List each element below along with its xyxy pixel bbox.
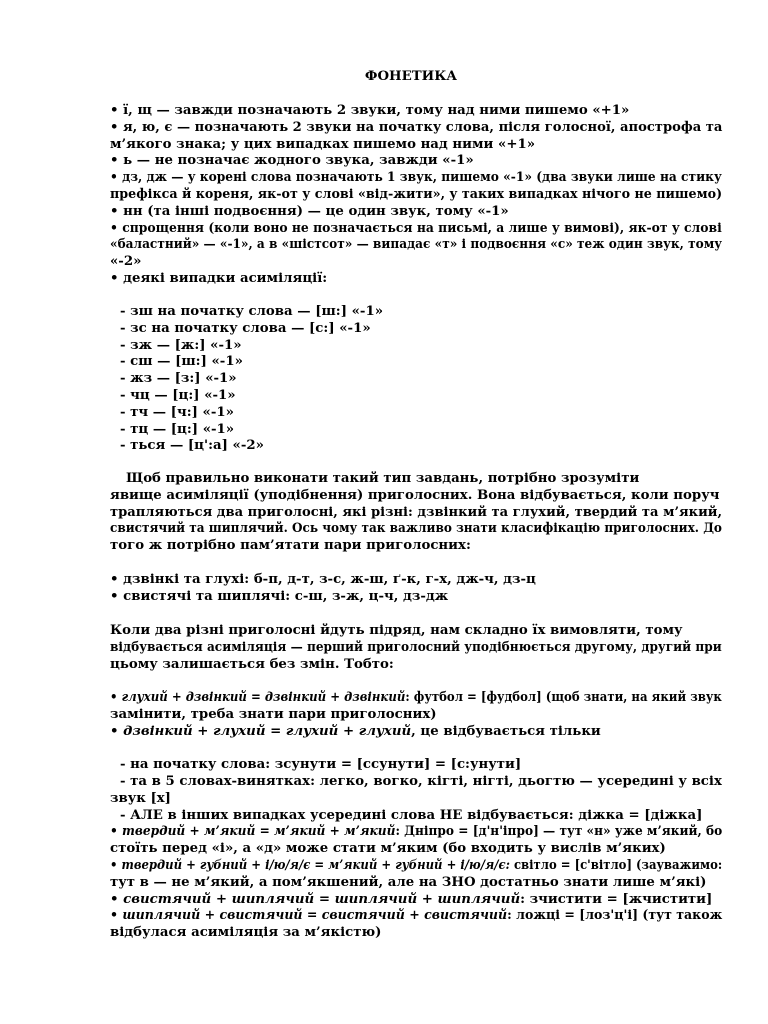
rules-list: [110, 103, 722, 288]
rule-formula: твердий + губний + і/ю/я/є = м’який + губний + і/ю/я/є:: [121, 857, 510, 873]
list-item: - тч — [ч:] «-1»: [120, 404, 234, 420]
rule-formula: шиплячий + свистячий = свистячий + свистячий: [122, 908, 508, 924]
rule-voiceless-voiced: • глухий + дзвінкий = дзвінкий + дзвінкий: футбол = [фудбол] (щоб знати, на який звук: [110, 690, 722, 705]
list-item: • свистячі та шиплячі: с-ш, з-ж, ц-ч, дз-дж: [110, 588, 449, 604]
rule-formula: свистячий + шиплячий = шиплячий + шиплячий: [123, 891, 521, 907]
paragraph-line: Коли два різні приголосні йдуть підряд, нам складно їх вимовляти, тому: [110, 623, 683, 638]
list-item: - зж — [ж:] «-1»: [120, 337, 242, 353]
paragraph-line: явище асиміляції (уподібнення) приголосних. Вона відбувається, коли поруч: [110, 487, 720, 503]
assimilation-cases-list: [110, 304, 722, 455]
rule-line: префікса й кореня, як-от у слові «від-жити», у таких випадках нічого не пишемо): [110, 186, 723, 202]
rule-line: • нн (та інші подвоєння) — це один звук, тому «-1»: [110, 203, 509, 219]
paragraph-line: відбувається асиміляція — перший приголосний уподібнюється другому, другий при: [110, 639, 722, 655]
rule-line: «-2»: [110, 254, 142, 270]
rule-sibilant-hushing: • свистячий + шиплячий = шиплячий + шиплячий: зчистити = [жчистити]: [110, 891, 713, 907]
rule-line: • ї, щ — завжди позначають 2 звуки, тому над ними пишемо «+1»: [110, 103, 630, 118]
rule-line: м’якого знака; у цих випадках пишемо над ними «+1»: [110, 136, 536, 152]
rule-formula: твердий + м’який = м’який + м’який: [122, 824, 396, 840]
list-item: - жз — [з:] «-1»: [120, 371, 237, 387]
list-item: - АЛЕ в інших випадках усередині слова НЕ відбувається: діжка = [діжка]: [120, 807, 703, 823]
rule-formula: глухий + дзвінкий = дзвінкий + дзвінкий: [121, 690, 406, 705]
list-item-continuation: звук [х]: [110, 790, 171, 806]
list-item: - сш — [ш:] «-1»: [120, 354, 243, 370]
rule-line: • деякі випадки асиміляції:: [110, 270, 328, 286]
rule-line: тут в — не м’який, а пом’якшений, але на ЗНО достатньо знати лише м’які): [110, 874, 707, 890]
blank-line: [110, 740, 722, 757]
paragraph-line: свистячий та шиплячий. Ось чому так важливо знати класифікацію приголосних. До: [110, 521, 722, 537]
rule-labial: • твердий + губний + і/ю/я/є = м’який + губний + і/ю/я/є: світло = [с'вітло] (зауважимо:: [110, 857, 723, 873]
rule-line: «баластний» — «-1», а в «шістсот» — випадає «т» і подвоєння «с» теж один звук, тому: [110, 237, 723, 253]
list-item: - та в 5 словах-винятках: легко, вогко, кігті, нігті, дьогтю — усередині у всіх: [120, 773, 722, 789]
list-item: - на початку слова: зсунути = [ссунути] = [с:унути]: [120, 757, 522, 773]
rule-line: замінити, треба знати пари приголосних): [110, 706, 437, 722]
list-item: - чц — [ц:] «-1»: [120, 387, 236, 403]
page-title: ФОНЕТИКА: [364, 69, 458, 84]
paragraph-assimilation: [110, 471, 722, 555]
list-item: - зс на початку слова — [с:] «-1»: [120, 320, 371, 336]
paragraph-line: трапляються два приголосні, які різні: дзвінкий та глухий, твердий та м’який,: [110, 504, 723, 520]
paragraph-line: того ж потрібно пам’ятати пари приголосних:: [110, 538, 471, 554]
list-item: - ться — [ц':а] «-2»: [120, 438, 264, 454]
rule-line: відбулася асиміляція за м’якістю): [110, 925, 382, 941]
rule-line: • я, ю, є — позначають 2 звуки на початку слова, після голосної, апострофа та: [110, 119, 723, 135]
list-item: - зш на початку слова — [ш:] «-1»: [120, 304, 384, 319]
consonant-pairs-list: [110, 572, 722, 606]
rule-line: • дз, дж — у корені слова позначають 1 звук, пишемо «-1» (два звуки лише на стику: [110, 170, 722, 186]
rule-line: • спрощення (коли воно не позначається на письмі, а лише у вимові), як-от у слові: [110, 220, 722, 236]
rule-voiced-voiceless: • дзвінкий + глухий = глухий + глухий, це відбувається тільки: [110, 723, 601, 739]
assimilation-rules: [110, 690, 722, 942]
paragraph-explanation: [110, 623, 722, 673]
paragraph-line: Щоб правильно виконати такий тип завдань, потрібно зрозуміти: [126, 471, 640, 486]
list-item: - тц — [ц:] «-1»: [120, 421, 235, 437]
list-item: • дзвінкі та глухі: б-п, д-т, з-с, ж-ш, ґ-к, г-х, дж-ч, дз-ц: [110, 572, 536, 587]
rule-hushing-sibilant: • шиплячий + свистячий = свистячий + свистячий: ложці = [лоз'ц'і] (тут також: [110, 908, 723, 924]
rule-hard-soft: • твердий + м’який = м’який + м’який: Дніпро = [д'н'іпро] — тут «н» уже м’який, бо: [110, 824, 723, 840]
paragraph-line: цьому залишається без змін. Тобто:: [110, 656, 394, 672]
rule-line: • ь — не позначає жодного звука, завжди «-1»: [110, 153, 474, 169]
rule-line: стоїть перед «і», а «д» може стати м’яким (бо входить у вислів м’яких): [110, 841, 666, 857]
rule-formula: дзвінкий + глухий = глухий + глухий: [123, 723, 412, 739]
